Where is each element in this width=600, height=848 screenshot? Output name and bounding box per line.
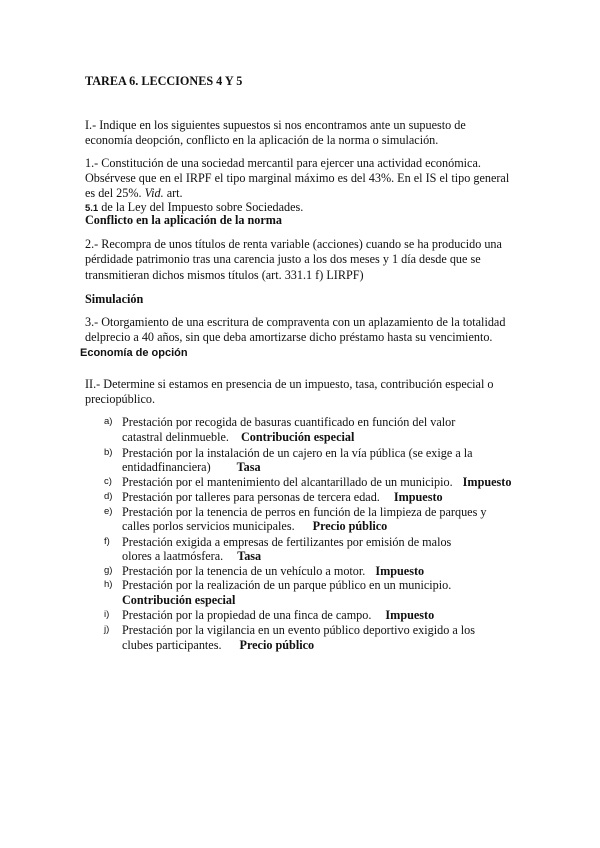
item-b-marker: b) <box>104 447 113 458</box>
q1-line-2: Obsérvese que en el IRPF el tipo marginal máximo es del 43%. En el IS el tipo general <box>85 171 510 185</box>
q3-line-2: delprecio a 40 años, sin que deba amortizarse dicho préstamo hasta su vencimiento. <box>85 330 493 344</box>
item-f-answer: Tasa <box>237 549 262 563</box>
item-c-line-1 <box>122 475 511 489</box>
section1-intro-line-1: I.- Indique en los siguientes supuestos si nos encontramos ante un supuesto de <box>85 118 466 132</box>
item-g-line-1-text: Prestación por la tenencia de un vehículo a motor. <box>122 564 366 578</box>
section2-intro-line-2: preciopúblico. <box>85 392 156 406</box>
q2-answer: Simulación <box>85 292 144 306</box>
item-j-line-2 <box>122 638 314 652</box>
q1-line-3-italic: Vid. <box>144 186 164 200</box>
q3-answer: Economía de opción <box>80 347 188 359</box>
q1-line-3-text: es del 25%. <box>85 186 145 200</box>
item-a-line-1: Prestación por recogida de basuras cuantificado en función del valor <box>122 415 456 429</box>
item-c-answer: Impuesto <box>462 475 512 489</box>
item-a-line-2 <box>122 430 354 444</box>
item-f-line-1: Prestación exigida a empresas de fertilizantes por emisión de malos <box>122 535 452 549</box>
item-h-marker: h) <box>104 579 113 590</box>
item-f-line-2 <box>122 549 261 563</box>
item-f-line-2-text: olores a laatmósfera. <box>122 549 224 563</box>
document-title: TAREA 6. LECCIONES 4 Y 5 <box>85 74 243 88</box>
item-d-line-1-text: Prestación por talleres para personas de tercera edad. <box>122 490 380 504</box>
item-e-marker: e) <box>104 506 113 517</box>
q1-article-number: 5.1 <box>85 203 99 214</box>
item-d-answer: Impuesto <box>393 490 443 504</box>
section1-intro-line-2: economía deopción, conflicto en la aplicación de la norma o simulación. <box>85 133 439 147</box>
item-e-line-2 <box>122 519 387 533</box>
item-j-line-2-text: clubes participantes. <box>122 638 222 652</box>
item-f-marker: f) <box>104 536 110 547</box>
q1-answer: Conflicto en la aplicación de la norma <box>85 213 283 227</box>
item-e-line-1: Prestación por la tenencia de perros en función de la limpieza de parques y <box>122 505 487 519</box>
item-b-line-2-text: entidadfinanciera) <box>122 460 211 474</box>
item-h-answer: Contribución especial <box>122 593 236 607</box>
item-d-marker: d) <box>104 491 113 502</box>
item-e-answer: Precio público <box>312 519 388 533</box>
item-j-marker: j) <box>104 624 110 635</box>
item-b-line-2 <box>122 460 261 474</box>
item-i-line-1-text: Prestación por la propiedad de una finca de campo. <box>122 608 372 622</box>
q1-line-3-tail: art. <box>163 186 183 200</box>
item-a-line-2-text: catastral delinmueble. <box>122 430 229 444</box>
item-g-line-1 <box>122 564 424 578</box>
item-c-marker: c) <box>104 476 112 487</box>
section2-intro-line-1: II.- Determine si estamos en presencia de un impuesto, tasa, contribución especial o <box>85 377 494 391</box>
q3-line-1: 3.- Otorgamiento de una escritura de compraventa con un aplazamiento de la totalidad <box>85 315 506 329</box>
item-e-line-2-text: calles porlos servicios municipales. <box>122 519 295 533</box>
q2-line-3: transmitieran dichos mismos títulos (art. 331.1 f) LIRPF) <box>85 268 364 282</box>
item-c-line-1-text: Prestación por el mantenimiento del alcantarillado de un municipio. <box>122 475 453 489</box>
q1-line-1: 1.- Constitución de una sociedad mercantil para ejercer una actividad económica. <box>85 156 481 170</box>
item-b-line-1: Prestación por la instalación de un cajero en la vía pública (se exige a la <box>122 446 473 460</box>
item-g-marker: g) <box>104 565 113 576</box>
item-i-line-1 <box>122 608 434 622</box>
item-d-line-1 <box>122 490 443 504</box>
item-j-line-1: Prestación por la vigilancia en un evento público deportivo exigido a los <box>122 623 476 637</box>
q1-line-3 <box>85 186 183 200</box>
item-a-answer: Contribución especial <box>240 430 355 444</box>
q2-line-2: pérdidade patrimonio tras una carencia justo a los dos meses y 1 día desde que se <box>85 252 481 266</box>
item-i-answer: Impuesto <box>385 608 435 622</box>
item-j-answer: Precio público <box>239 638 315 652</box>
item-i-marker: i) <box>104 609 110 620</box>
item-g-answer: Impuesto <box>375 564 425 578</box>
q1-line-4-text: de la Ley del Impuesto sobre Sociedades. <box>98 200 304 214</box>
item-b-answer: Tasa <box>236 460 261 474</box>
q2-line-1: 2.- Recompra de unos títulos de renta variable (acciones) cuando se ha producido una <box>85 237 502 251</box>
item-h-line-1: Prestación por la realización de un parque público en un municipio. <box>122 578 452 592</box>
item-a-marker: a) <box>104 416 113 427</box>
